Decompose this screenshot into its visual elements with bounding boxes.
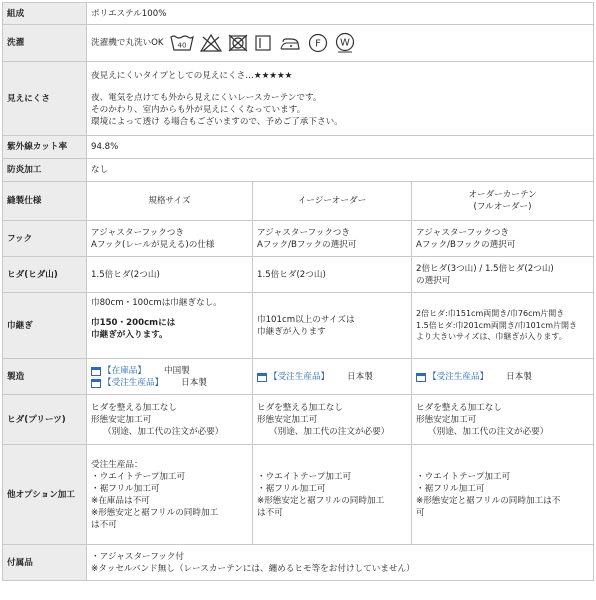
no-tumble-dry-icon [228,34,248,52]
column-header-full-order [412,182,594,221]
cell-line: ・裾フリル加工可 [91,483,160,494]
calendar-icon [257,372,267,382]
row-label: 防炎加工 [3,159,87,182]
cell-standard [87,395,253,445]
row-sewing-header [3,182,594,221]
cell-full-order [412,293,594,359]
stock-link[interactable]: 【在庫品】 [103,365,146,376]
rating-stars: ★★★★★ [253,70,293,81]
cell-line: ・裾フリル加工可 [257,483,326,494]
visibility-rating [91,70,589,82]
cell-line: 2倍ヒダ:巾151cm両開き/巾76cm片開き [416,309,565,319]
cell-line: は不可 [91,519,117,530]
order-link[interactable]: 【受注生産品】 [103,377,164,388]
rating-text: 夜見えにくいタイプとしての見えにくさ… [91,70,254,81]
row-label: 洗濯 [3,25,87,62]
cell-line: ヒダを整える加工なし [416,402,502,413]
cell-line: ・ウエイトテープ加工可 [416,471,511,482]
column-header-easy-order: イージーオーダー [253,182,412,221]
cell-line: ヒダを整える加工なし [257,402,343,413]
cell-line: ・アジャスターフック付 [91,551,184,562]
row-label: ヒダ(ヒダ山) [3,257,87,293]
no-bleach-icon [200,34,222,52]
row-manufacture [3,359,594,395]
cell-line: ・裾フリル加工可 [416,483,485,494]
row-options [3,445,594,545]
row-uv [3,136,594,159]
cell-full-order [412,395,594,445]
row-value [87,545,594,581]
row-visibility [3,62,594,136]
cell-line: より大きいサイズは、巾継ぎが入ります。 [416,332,567,342]
row-value: ポリエステル100% [87,3,594,25]
cell-standard [87,445,253,545]
cell-line: ※タッセルバンド無し（レースカーテンには、纏めるヒモ等をお付けしていません） [91,563,415,574]
iron-low-icon [278,34,302,52]
header-line: (フルオーダー) [473,202,532,212]
row-label: 製造 [3,359,87,395]
cell-easy-order [253,221,412,257]
row-pleat [3,257,594,293]
order-link[interactable]: 【受注生産品】 [269,371,330,382]
column-header-standard: 規格サイズ [87,182,253,221]
calendar-icon [91,378,101,388]
wet-clean-icon [334,32,356,54]
cell-line: 可 [416,507,425,518]
cell-line: ※形態安定と裾フリルの同時加工 [257,495,385,506]
cell-easy-order: 1.5倍ヒダ(2つ山) [253,257,412,293]
cell-line: ※在庫品は不可 [91,495,150,506]
cell-line: 巾継ぎが入ります [257,326,326,337]
row-value [87,25,594,62]
cell-standard [87,221,253,257]
row-composition [3,3,594,25]
row-washing [3,25,594,62]
visibility-line: 環境によって透け る場合もございますので、予めご了承下さい。 [91,116,343,127]
row-seam [3,293,594,359]
row-label: 巾継ぎ [3,293,87,359]
order-item [91,377,248,389]
cell-line: の選択可 [416,275,451,286]
cell-standard [87,293,253,359]
calendar-icon [416,372,426,382]
order-item [257,371,407,383]
spec-table [2,2,594,581]
stock-item [91,365,248,377]
origin-text: 中国製 [163,365,190,376]
origin-text: 日本製 [506,371,532,382]
line-dry-icon [254,34,272,52]
cell-line: （別途、加工代の注文が必要） [269,426,390,437]
cell-full-order [412,221,594,257]
cell-line: 形態安定加工可 [257,414,318,425]
cell-line: 2倍ヒダ(3つ山) / 1.5倍ヒダ(2つ山) [416,263,554,274]
cell-easy-order [253,359,412,395]
wash-temp: 40 [177,41,187,50]
cell-easy-order [253,293,412,359]
cell-line: 巾101cm以上のサイズは [257,314,355,325]
cell-line: 形態安定加工可 [91,414,152,425]
dry-clean-f-icon [308,33,328,53]
cell-line: アジャスターフックつき [416,227,509,238]
row-label: ヒダ(プリーツ) [3,395,87,445]
row-label: 組成 [3,3,87,25]
cell-line: Aフック(レールが見える)の仕様 [91,239,215,250]
header-line: オーダーカーテン [468,190,537,200]
cell-line: アジャスターフックつき [257,227,350,238]
cell-standard [87,359,253,395]
row-label: フック [3,221,87,257]
cell-line: ・ウエイトテープ加工可 [91,471,186,482]
order-item [416,371,589,383]
calendar-icon [91,366,101,376]
cell-full-order [412,445,594,545]
wet-clean-letter: W [339,37,350,49]
cell-line: 受注生産品： [91,459,143,470]
row-label: 見えにくさ [3,62,87,136]
cell-easy-order [253,395,412,445]
row-protection [3,159,594,182]
cell-standard: 1.5倍ヒダ(2つ山) [87,257,253,293]
cell-line: （別途、加工代の注文が必要） [428,426,549,437]
row-value: 94.8% [87,136,594,159]
row-label: 他オプション加工 [3,445,87,545]
row-label: 縫製仕様 [3,182,87,221]
cell-full-order [412,359,594,395]
cell-line-bold: 巾継ぎが入ります。 [91,330,168,340]
cell-line: Aフック/Bフックの選択可 [416,239,516,250]
cell-line: は不可 [257,507,283,518]
order-link[interactable]: 【受注生産品】 [428,371,489,382]
cell-line: 1.5倍ヒダ:巾201cm両開き/巾101cm片開き [416,320,578,330]
row-label: 紫外線カット率 [3,136,87,159]
cell-line: Aフック/Bフックの選択可 [257,239,357,250]
washing-text: 洗濯機で丸洗いOK [91,38,164,48]
cell-line: アジャスターフックつき [91,227,184,238]
visibility-line: そのかわり、室内からも外が見えにくくなっています。 [91,104,306,115]
row-hook [3,221,594,257]
cell-full-order [412,257,594,293]
row-pleats-form [3,395,594,445]
cell-line: 巾80cm・100cmは巾継ぎなし。 [91,298,222,308]
cell-easy-order [253,445,412,545]
cell-line: 形態安定加工可 [416,414,477,425]
row-value [87,62,594,136]
cell-line: （別途、加工代の注文が必要） [103,426,224,437]
cell-line-bold: 巾150・200cmには [91,318,176,328]
origin-text: 日本製 [181,377,207,388]
cell-line: ※形態安定と裾フリルの同時加工 [91,507,219,518]
dry-clean-letter: F [314,38,321,50]
row-label: 付属品 [3,545,87,581]
cell-line: ※形態安定と裾フリルの同時加工は不 [416,495,561,506]
row-value: なし [87,159,594,182]
cell-line: ヒダを整える加工なし [91,402,177,413]
row-accessories [3,545,594,581]
cell-line: ・ウエイトテープ加工可 [257,471,352,482]
visibility-line: 夜、電気を点けても外から見えにくいレースカーテンです。 [91,92,322,103]
wash-40-icon [170,34,194,52]
origin-text: 日本製 [347,371,373,382]
